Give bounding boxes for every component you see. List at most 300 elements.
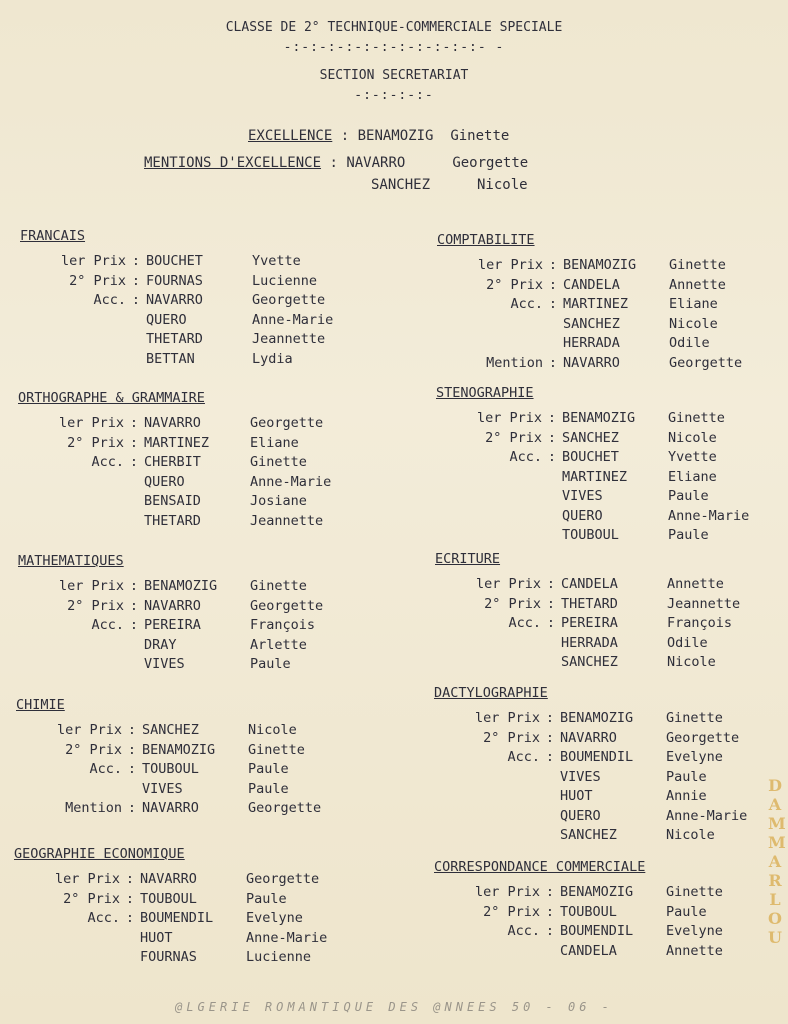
prize-section [14, 846, 376, 968]
student-last-name: CANDELA [560, 942, 617, 959]
separator [126, 350, 146, 370]
student-last-name: VIVES [562, 488, 603, 504]
separator [126, 330, 146, 350]
separator [540, 807, 560, 827]
student-last-name: NAVARRO [560, 729, 617, 746]
prize-row [434, 826, 788, 846]
mention-last: NAVARRO [346, 155, 406, 171]
prize-row [20, 350, 382, 370]
rank-label: Acc. [510, 296, 543, 312]
separator: : [548, 257, 558, 273]
section-title: GEOGRAPHIE ECONOMIQUE [14, 846, 185, 862]
mentions-line-1: MENTIONS D'EXCELLENCE : NAVARRO Georgette [144, 155, 529, 171]
prize-row [18, 473, 380, 493]
prize-row [434, 807, 788, 827]
prize-section [18, 390, 380, 531]
student-first-name: Lucienne [252, 272, 318, 289]
prize-row [435, 653, 788, 673]
student-first-name: Jeannette [667, 595, 741, 612]
rank-label: Acc. [91, 454, 124, 470]
prize-row [16, 741, 378, 761]
rank-label: 2° Prix [69, 272, 126, 289]
student-first-name: Odile [667, 634, 708, 651]
separator [540, 826, 560, 846]
prize-row [435, 595, 788, 615]
prize-row [18, 414, 380, 434]
separator [541, 634, 561, 654]
prize-row [18, 434, 380, 454]
prize-row [436, 409, 788, 429]
student-first-name: Ginette [248, 741, 305, 758]
section-title: COMPTABILITE [437, 232, 535, 248]
student-last-name: CHERBIT [144, 454, 201, 470]
rank-label: ler Prix [477, 257, 543, 273]
separator: : [127, 722, 137, 738]
student-first-name: Nicole [667, 654, 716, 670]
student-last-name: BETTAN [146, 350, 195, 367]
rank-label [18, 655, 124, 675]
student-first-name: Paule [250, 656, 291, 672]
student-first-name: Eliane [669, 296, 718, 312]
student-last-name: BENAMOZIG [563, 257, 637, 273]
student-last-name: SANCHEZ [560, 827, 617, 843]
student-first-name: Paule [248, 761, 289, 777]
rank-label [18, 636, 124, 656]
student-last-name: NAVARRO [142, 800, 199, 816]
student-last-name: NAVARRO [563, 354, 620, 371]
prize-row [18, 492, 380, 512]
section-title: CHIMIE [16, 697, 65, 713]
student-first-name: Nicole [248, 722, 297, 738]
rank-label: 2° Prix [483, 729, 540, 746]
student-first-name: Jeannette [250, 512, 324, 529]
student-first-name: Georgette [252, 292, 326, 308]
separator: : [131, 292, 141, 308]
student-first-name: Georgette [250, 415, 324, 431]
separator: : [545, 884, 555, 900]
student-first-name: Paule [246, 890, 287, 907]
prize-row [436, 507, 788, 527]
student-first-name: Paule [666, 903, 707, 920]
student-first-name: Josiane [250, 493, 307, 509]
student-last-name: TOUBOUL [140, 890, 197, 907]
separator: : [129, 434, 139, 451]
title-divider: -:-:-:-:-:-:-:-:-:-:-:- - [283, 40, 505, 55]
student-last-name: VIVES [144, 656, 185, 672]
rank-label [434, 807, 540, 827]
student-first-name: Paule [248, 780, 289, 797]
prize-row [434, 768, 788, 788]
student-last-name: QUERO [144, 473, 185, 490]
separator: : [545, 923, 555, 939]
separator [541, 653, 561, 673]
student-last-name: QUERO [562, 507, 603, 524]
prize-row [434, 922, 788, 942]
student-first-name: Georgette [669, 354, 743, 371]
separator [543, 334, 563, 354]
rank-label [434, 787, 540, 807]
rank-label: Acc. [507, 923, 540, 939]
student-last-name: CANDELA [563, 276, 620, 293]
separator: : [129, 578, 139, 594]
student-last-name: MARTINEZ [144, 434, 210, 451]
rank-label: 2° Prix [483, 903, 540, 920]
student-first-name: Georgette [666, 729, 740, 746]
student-first-name: Ginette [669, 257, 726, 273]
prize-row [436, 468, 788, 488]
separator: : [127, 761, 137, 777]
student-first-name: Georgette [248, 800, 322, 816]
section-title: MATHEMATIQUES [18, 553, 124, 569]
student-first-name: Yvette [252, 253, 301, 269]
separator: : [125, 871, 135, 887]
prize-section [434, 859, 788, 961]
student-last-name: FOURNAS [146, 272, 203, 289]
rank-label [20, 311, 126, 331]
section-title: STENOGRAPHIE [436, 385, 534, 401]
prize-row [18, 636, 380, 656]
rank-label [20, 330, 126, 350]
separator [124, 655, 144, 675]
prize-section [437, 232, 788, 373]
prize-row [436, 526, 788, 546]
mentions-line-2 [371, 177, 528, 193]
prize-row [18, 616, 380, 636]
student-last-name: FOURNAS [140, 949, 197, 965]
rank-label [435, 653, 541, 673]
student-first-name: Evelyne [246, 910, 303, 926]
mention-first: Nicole [477, 177, 528, 193]
prize-row [18, 577, 380, 597]
rank-label [436, 487, 542, 507]
student-last-name: BENAMOZIG [560, 710, 634, 726]
student-first-name: Evelyne [666, 749, 723, 765]
separator: : [127, 800, 137, 816]
student-first-name: Anne-Marie [252, 311, 334, 328]
separator: : [546, 576, 556, 592]
prize-section [20, 228, 382, 369]
student-last-name: THETARD [144, 512, 201, 529]
prize-row [18, 453, 380, 473]
student-last-name: PEREIRA [561, 615, 618, 631]
separator [540, 787, 560, 807]
student-last-name: PEREIRA [144, 617, 201, 633]
student-last-name: MARTINEZ [563, 296, 629, 312]
student-first-name: Nicole [669, 315, 718, 332]
student-first-name: Anne-Marie [668, 507, 750, 524]
separator [542, 468, 562, 488]
rank-label [437, 334, 543, 354]
prize-row [437, 354, 788, 374]
rank-label [436, 507, 542, 527]
prize-section [436, 385, 788, 546]
separator: : [547, 410, 557, 426]
student-first-name: Nicole [666, 827, 715, 843]
student-last-name: DRAY [144, 636, 177, 653]
separator [120, 929, 140, 949]
rank-label: ler Prix [475, 576, 541, 592]
separator: : [129, 597, 139, 614]
prize-row [434, 942, 788, 962]
student-last-name: MARTINEZ [562, 468, 628, 485]
rank-label: Mention [65, 800, 122, 816]
student-last-name: CANDELA [561, 576, 618, 592]
rank-label [18, 512, 124, 532]
separator: : [545, 903, 555, 920]
student-last-name: SANCHEZ [142, 722, 199, 738]
section-title: ORTHOGRAPHE & GRAMMAIRE [18, 390, 205, 406]
prize-row [18, 512, 380, 532]
rank-label: 2° Prix [484, 595, 541, 612]
student-last-name: SANCHEZ [561, 654, 618, 670]
student-first-name: Ginette [250, 578, 307, 594]
rank-label: ler Prix [474, 710, 540, 726]
prize-row [18, 655, 380, 675]
student-last-name: QUERO [560, 807, 601, 824]
student-first-name: Lydia [252, 350, 293, 367]
side-watermark: DAMMARLOU [768, 776, 786, 947]
rank-label: 2° Prix [485, 429, 542, 446]
student-first-name: Annette [669, 276, 726, 293]
student-last-name: VIVES [560, 768, 601, 785]
student-first-name: Ginette [666, 710, 723, 726]
prize-row [14, 948, 376, 968]
prize-row [20, 291, 382, 311]
student-first-name: Georgette [246, 871, 320, 887]
prize-section [18, 553, 380, 675]
prize-row [14, 890, 376, 910]
student-first-name: Anne-Marie [246, 929, 328, 946]
document-title: CLASSE DE 2° TECHNIQUE-COMMERCIALE SPECIALE [225, 20, 563, 35]
separator: : [548, 276, 558, 293]
separator: : [547, 429, 557, 446]
prize-section [434, 685, 788, 846]
rank-label [435, 634, 541, 654]
rank-label: 2° Prix [486, 276, 543, 293]
excellence-last: BENAMOZIG [357, 128, 434, 144]
student-last-name: BOUMENDIL [560, 923, 634, 939]
student-first-name: Ginette [668, 410, 725, 426]
student-last-name: NAVARRO [144, 597, 201, 614]
student-first-name: Annette [666, 942, 723, 959]
separator [542, 507, 562, 527]
prize-row [434, 883, 788, 903]
section-title: CORRESPONDANCE COMMERCIALE [434, 859, 646, 875]
separator: : [545, 749, 555, 765]
student-first-name: Paule [668, 527, 709, 543]
separator [124, 492, 144, 512]
prize-row [14, 929, 376, 949]
prize-row [434, 787, 788, 807]
prize-row [16, 721, 378, 741]
separator: : [125, 890, 135, 907]
student-first-name: Eliane [250, 434, 299, 451]
separator: : [547, 449, 557, 465]
prize-row [20, 252, 382, 272]
student-first-name: Annette [667, 576, 724, 592]
prize-row [16, 799, 378, 819]
rank-label: ler Prix [474, 884, 540, 900]
separator: : [129, 617, 139, 633]
student-last-name: HUOT [560, 788, 593, 804]
student-first-name: Ginette [666, 884, 723, 900]
prize-row [437, 295, 788, 315]
student-first-name: Eliane [668, 468, 717, 485]
separator [120, 948, 140, 968]
mentions-label: MENTIONS D'EXCELLENCE [144, 155, 322, 171]
student-last-name: BOUCHET [562, 449, 619, 465]
excellence-first: Ginette [450, 128, 510, 144]
prize-row [435, 614, 788, 634]
prize-row [20, 330, 382, 350]
student-first-name: Evelyne [666, 923, 723, 939]
page-footer: @LGERIE ROMANTIQUE DES @NNEES 50 - 06 - [175, 1000, 613, 1014]
prize-row [435, 634, 788, 654]
student-last-name: HERRADA [563, 335, 620, 351]
rank-label: 2° Prix [65, 741, 122, 758]
student-last-name: BENAMOZIG [144, 578, 218, 594]
separator [124, 512, 144, 532]
prize-row [434, 903, 788, 923]
rank-label [16, 780, 122, 800]
student-first-name: Lucienne [246, 949, 312, 965]
student-last-name: SANCHEZ [563, 315, 620, 332]
rank-label [14, 929, 120, 949]
separator: : [545, 729, 555, 746]
separator [122, 780, 142, 800]
student-last-name: THETARD [561, 595, 618, 612]
rank-label: ler Prix [54, 871, 120, 887]
student-last-name: BENAMOZIG [560, 884, 634, 900]
excellence-label: EXCELLENCE [248, 128, 333, 144]
separator [543, 315, 563, 335]
student-last-name: HUOT [140, 929, 173, 946]
student-last-name: BOUMENDIL [560, 749, 634, 765]
rank-label [18, 473, 124, 493]
student-last-name: BENAMOZIG [562, 410, 636, 426]
prize-row [435, 575, 788, 595]
prize-row [434, 729, 788, 749]
rank-label [14, 948, 120, 968]
rank-label: Mention [486, 354, 543, 371]
rank-label: Acc. [507, 749, 540, 765]
student-first-name: Paule [666, 768, 707, 785]
separator: : [546, 595, 556, 612]
separator [540, 942, 560, 962]
student-first-name: François [667, 615, 733, 631]
separator: : [131, 253, 141, 269]
separator: : [129, 415, 139, 431]
rank-label: ler Prix [58, 578, 124, 594]
section-title: ECRITURE [435, 551, 501, 567]
prize-row [14, 909, 376, 929]
document-subtitle: SECTION SECRETARIAT [319, 68, 469, 83]
separator [540, 768, 560, 788]
prize-row [436, 429, 788, 449]
student-first-name: Nicole [668, 429, 717, 446]
rank-label: ler Prix [58, 415, 124, 431]
student-first-name: Jeannette [252, 331, 326, 347]
prize-row [437, 276, 788, 296]
prize-row [16, 760, 378, 780]
student-first-name: Arlette [250, 636, 307, 653]
student-first-name: Yvette [668, 449, 717, 465]
rank-label: Acc. [508, 615, 541, 631]
student-first-name: Anne-Marie [250, 473, 332, 490]
prize-row [434, 709, 788, 729]
separator [126, 311, 146, 331]
prize-row [437, 315, 788, 335]
student-last-name: TOUBOUL [142, 761, 199, 777]
student-last-name: TOUBOUL [560, 903, 617, 920]
student-last-name: BENSAID [144, 493, 201, 509]
prize-row [437, 256, 788, 276]
prize-row [436, 448, 788, 468]
prize-section [16, 697, 378, 819]
separator [542, 526, 562, 546]
student-first-name: Paule [668, 488, 709, 504]
rank-label: 2° Prix [63, 890, 120, 907]
rank-label: ler Prix [60, 253, 126, 269]
separator: : [548, 354, 558, 371]
student-first-name: Ginette [250, 454, 307, 470]
rank-label: Acc. [87, 910, 120, 926]
rank-label: Acc. [89, 761, 122, 777]
student-last-name: THETARD [146, 331, 203, 347]
prize-row [434, 748, 788, 768]
student-last-name: BOUMENDIL [140, 910, 214, 926]
section-title: FRANCAIS [20, 228, 86, 244]
separator: : [131, 272, 141, 289]
rank-label: ler Prix [56, 722, 122, 738]
rank-label [436, 468, 542, 488]
rank-label: Acc. [91, 617, 124, 633]
separator: : [546, 615, 556, 631]
rank-label [434, 768, 540, 788]
rank-label [434, 942, 540, 962]
student-last-name: BENAMOZIG [142, 741, 216, 758]
rank-label: 2° Prix [67, 597, 124, 614]
mention-last: SANCHEZ [371, 177, 431, 193]
student-first-name: Anne-Marie [666, 807, 748, 824]
separator: : [129, 454, 139, 470]
prize-row [18, 597, 380, 617]
student-first-name: François [250, 617, 316, 633]
separator [542, 487, 562, 507]
rank-label [18, 492, 124, 512]
student-last-name: NAVARRO [146, 292, 203, 308]
prize-row [437, 334, 788, 354]
rank-label: Acc. [93, 292, 126, 308]
rank-label [20, 350, 126, 370]
separator: : [127, 741, 137, 758]
student-last-name: NAVARRO [140, 871, 197, 887]
student-first-name: Georgette [250, 597, 324, 614]
student-last-name: BOUCHET [146, 253, 203, 269]
separator [124, 473, 144, 493]
student-first-name: Annie [666, 788, 707, 804]
student-last-name: QUERO [146, 311, 187, 328]
separator: : [125, 910, 135, 926]
student-last-name: HERRADA [561, 634, 618, 651]
student-first-name: Odile [669, 335, 710, 351]
excellence-line: EXCELLENCE : BENAMOZIG Ginette [248, 128, 510, 144]
subtitle-divider: -:-:-:-:- [354, 88, 434, 103]
prize-row [16, 780, 378, 800]
mention-first: Georgette [452, 155, 529, 171]
rank-label [434, 826, 540, 846]
separator: : [545, 710, 555, 726]
